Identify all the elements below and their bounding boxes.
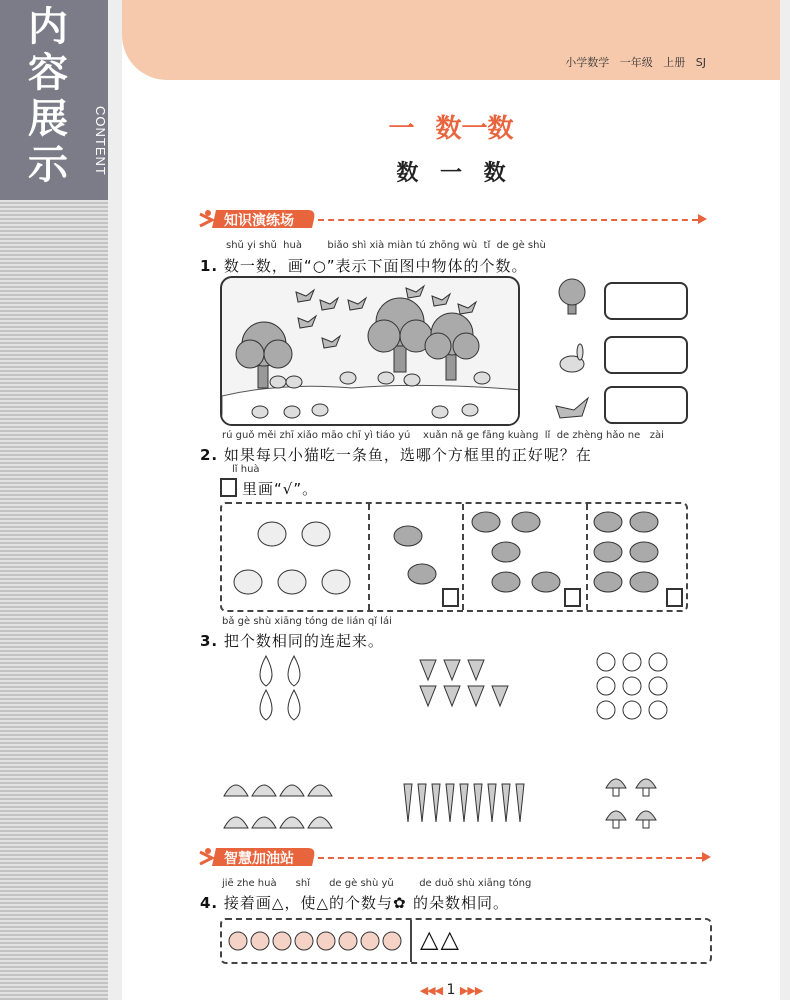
q2-pinyin-2: lǐ huà (232, 464, 260, 475)
banner-arrow-icon (200, 214, 212, 226)
divider (368, 504, 370, 610)
wisdom-banner-label: 智慧加油站 (224, 851, 294, 867)
wisdom-banner (198, 846, 308, 868)
workbook-page (122, 0, 780, 1000)
banner-arrow-icon (200, 852, 212, 864)
rabbit-count-box[interactable] (604, 336, 688, 374)
page-number (122, 982, 780, 998)
q4-prompt-b: 的朵数相同。 (413, 894, 510, 912)
q4-text (200, 892, 509, 913)
strawberry-icon (412, 656, 508, 712)
practice-banner-label: 知识演练场 (224, 213, 294, 229)
flower-icon (228, 927, 408, 955)
tree-icon (236, 298, 479, 388)
peach-icon (220, 772, 340, 832)
q1-pinyin: shǔ yi shǔ huà biǎo shì xià miàn tú zhōng wù tǐ de gè shù (226, 240, 546, 251)
q1-prompt: 数一数，画“○”表示下面图中物体的个数。 (223, 257, 528, 275)
q2-number: 2. (200, 446, 219, 464)
orange-icon (594, 650, 670, 720)
q4-pinyin: jiē zhe huà shǐ de gè shù yǔ de duǒ shù xiāng tóng (222, 878, 532, 889)
choice-box-1[interactable] (442, 588, 459, 607)
side-stripe-panel (0, 0, 108, 1000)
banner-dash-line (318, 857, 702, 859)
dash-arrow-icon (702, 852, 712, 862)
sample-check-box (220, 478, 237, 497)
bird-icon (554, 392, 594, 422)
divider (410, 920, 412, 962)
fish-icon (592, 508, 662, 598)
divider (462, 504, 464, 610)
flower-icon: ✿ (393, 894, 407, 912)
q1-number: 1. (200, 257, 219, 275)
tree-count-box[interactable] (604, 282, 688, 320)
cat-icon (228, 508, 368, 608)
q3-prompt: 把个数相同的连起来。 (223, 632, 384, 650)
q2-text-2: 里画“√”。 (242, 480, 319, 498)
left-arrows-icon: ◀◀◀ (419, 984, 443, 997)
q3-pinyin: bǎ gè shù xiāng tóng de lián qǐ lái (222, 616, 392, 627)
side-char-3: 展 (28, 96, 68, 142)
page-number-value: 1 (446, 982, 456, 998)
rabbit-icon (554, 344, 590, 374)
chapter-title: 一 数一数 (388, 114, 514, 144)
q2-prompt: 如果每只小猫吃一条鱼，选哪个方框里的正好呢？在 (223, 446, 592, 464)
choice-box-2[interactable] (564, 588, 581, 607)
side-char-1: 内 (28, 4, 68, 50)
section-title: 数 一 数 (396, 161, 506, 186)
q1-scene-picture (220, 276, 520, 426)
bird-count-box[interactable] (604, 386, 688, 424)
q4-number: 4. (200, 894, 219, 912)
divider (586, 504, 588, 610)
side-char-2: 容 (28, 50, 68, 96)
fish-icon (470, 508, 580, 598)
tree-icon (552, 276, 592, 316)
choice-box-3[interactable] (666, 588, 683, 607)
q1-text (200, 255, 528, 276)
q2-text (200, 444, 592, 465)
practice-banner (198, 208, 308, 230)
banner-dash-line (318, 219, 698, 221)
given-triangles[interactable]: △△ (420, 925, 461, 953)
side-char-4: 示 (28, 142, 68, 188)
header-text: 小学数学 一年级 上册 SJ (565, 56, 706, 69)
content-title-block (0, 0, 108, 200)
q2-pinyin: rú guǒ měi zhī xiǎo māo chī yì tiáo yú xuǎn nǎ ge fāng kuàng lǐ de zhèng hǎo ne zài (222, 430, 664, 441)
right-arrows-icon: ▶▶▶ (459, 984, 483, 997)
q3-text (200, 630, 384, 651)
mushroom-icon (604, 770, 664, 834)
carrot-icon (402, 780, 534, 826)
q3-number: 3. (200, 632, 219, 650)
dash-arrow-icon (698, 214, 708, 224)
side-subtitle: CONTENT (93, 106, 108, 176)
q4-prompt-a: 接着画△，使△的个数与 (223, 894, 393, 912)
pear-icon (250, 650, 310, 722)
